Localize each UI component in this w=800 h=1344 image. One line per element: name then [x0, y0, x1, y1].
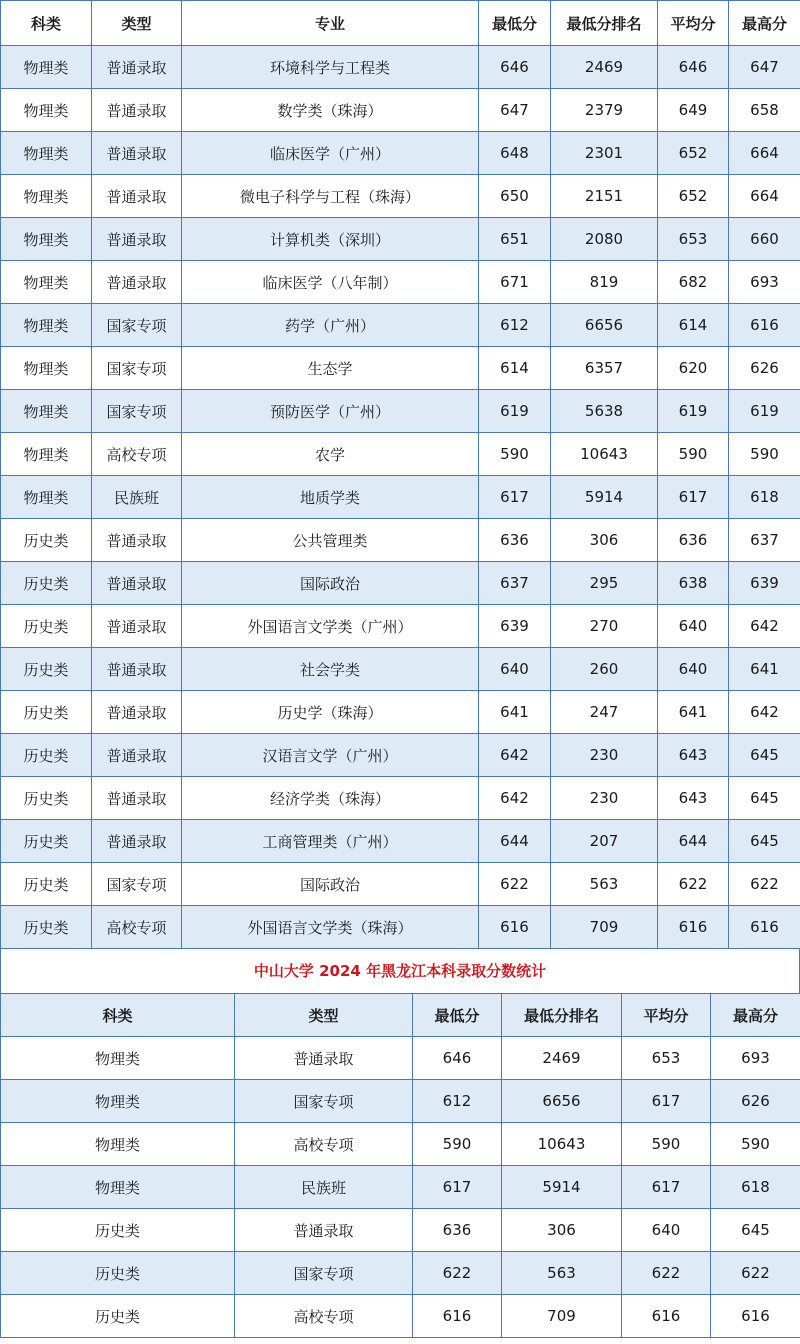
table-cell: 619	[729, 390, 800, 433]
table-cell: 306	[551, 519, 658, 562]
table-cell: 普通录取	[92, 261, 182, 304]
column-header: 平均分	[622, 994, 711, 1037]
table-cell: 历史类	[1, 1209, 235, 1252]
table-cell: 622	[658, 863, 729, 906]
table-row	[1, 1252, 800, 1295]
table-row	[1, 562, 800, 605]
table-cell: 2080	[551, 218, 658, 261]
table-cell: 数学类（珠海）	[182, 89, 479, 132]
table-cell: 590	[413, 1123, 502, 1166]
table-cell: 563	[551, 863, 658, 906]
table-row	[1, 1166, 800, 1209]
table-row	[1, 777, 800, 820]
table-cell: 618	[711, 1166, 800, 1209]
table-cell: 636	[413, 1209, 502, 1252]
table-cell: 638	[658, 562, 729, 605]
table-cell: 公共管理类	[182, 519, 479, 562]
table-row	[1, 347, 800, 390]
table-cell: 709	[502, 1295, 622, 1338]
table-cell: 645	[729, 777, 800, 820]
table-cell: 247	[551, 691, 658, 734]
table-cell: 历史类	[1, 691, 92, 734]
table-cell: 636	[479, 519, 551, 562]
table-cell: 642	[479, 734, 551, 777]
table-cell: 590	[622, 1123, 711, 1166]
table-row	[1, 433, 800, 476]
table-cell: 国际政治	[182, 562, 479, 605]
table-cell: 预防医学（广州）	[182, 390, 479, 433]
table-cell: 612	[479, 304, 551, 347]
table-row	[1, 519, 800, 562]
table-cell: 6656	[551, 304, 658, 347]
table-cell: 616	[622, 1295, 711, 1338]
table-cell: 普通录取	[92, 89, 182, 132]
table-cell: 地质学类	[182, 476, 479, 519]
table-cell: 620	[658, 347, 729, 390]
table-cell: 590	[711, 1123, 800, 1166]
table-cell: 普通录取	[235, 1209, 413, 1252]
table-cell: 5914	[551, 476, 658, 519]
table-cell: 616	[729, 304, 800, 347]
table-cell: 646	[658, 46, 729, 89]
table-cell: 物理类	[1, 1080, 235, 1123]
table-cell: 普通录取	[92, 734, 182, 777]
table-cell: 社会学类	[182, 648, 479, 691]
table-cell: 230	[551, 777, 658, 820]
column-header: 最低分排名	[551, 1, 658, 46]
table-cell: 普通录取	[92, 218, 182, 261]
table-cell: 640	[658, 605, 729, 648]
table-cell: 国家专项	[235, 1252, 413, 1295]
table-cell: 646	[479, 46, 551, 89]
table-cell: 612	[413, 1080, 502, 1123]
table-cell: 693	[729, 261, 800, 304]
table-cell: 645	[729, 734, 800, 777]
table-cell: 652	[658, 175, 729, 218]
table-cell: 高校专项	[235, 1123, 413, 1166]
table-row	[1, 175, 800, 218]
table-cell: 国际政治	[182, 863, 479, 906]
table-cell: 历史类	[1, 1252, 235, 1295]
table-cell: 626	[729, 347, 800, 390]
table-cell: 2151	[551, 175, 658, 218]
table-cell: 636	[658, 519, 729, 562]
table-cell: 普通录取	[92, 46, 182, 89]
table-row	[1, 648, 800, 691]
table-cell: 2469	[551, 46, 658, 89]
table-cell: 历史类	[1, 777, 92, 820]
column-header: 科类	[1, 994, 235, 1037]
table-cell: 2469	[502, 1037, 622, 1080]
table-cell: 645	[729, 820, 800, 863]
table-cell: 622	[729, 863, 800, 906]
table-cell: 物理类	[1, 46, 92, 89]
table-cell: 614	[658, 304, 729, 347]
table-row	[1, 1080, 800, 1123]
table-cell: 639	[479, 605, 551, 648]
table-cell: 药学（广州）	[182, 304, 479, 347]
table-cell: 2379	[551, 89, 658, 132]
summary-title: 中山大学 2024 年黑龙江本科录取分数统计	[0, 949, 800, 993]
table-cell: 物理类	[1, 390, 92, 433]
table-cell: 295	[551, 562, 658, 605]
table-cell: 物理类	[1, 433, 92, 476]
table-cell: 645	[711, 1209, 800, 1252]
table-cell: 历史类	[1, 734, 92, 777]
table-cell: 历史类	[1, 562, 92, 605]
table-cell: 国家专项	[92, 863, 182, 906]
table-cell: 653	[658, 218, 729, 261]
table-cell: 616	[711, 1295, 800, 1338]
table-cell: 270	[551, 605, 658, 648]
summary-scores-body	[1, 1037, 800, 1338]
table-cell: 历史类	[1, 648, 92, 691]
table-cell: 历史类	[1, 906, 92, 949]
table-cell: 207	[551, 820, 658, 863]
table-cell: 616	[413, 1295, 502, 1338]
table-row	[1, 132, 800, 175]
table-cell: 高校专项	[92, 433, 182, 476]
table-cell: 外国语言文学类（珠海）	[182, 906, 479, 949]
table-cell: 普通录取	[235, 1037, 413, 1080]
table-cell: 物理类	[1, 476, 92, 519]
table-cell: 641	[658, 691, 729, 734]
column-header: 最低分	[479, 1, 551, 46]
table-cell: 641	[479, 691, 551, 734]
table-cell: 614	[479, 347, 551, 390]
table-cell: 汉语言文学（广州）	[182, 734, 479, 777]
table-cell: 历史学（珠海）	[182, 691, 479, 734]
table-row	[1, 605, 800, 648]
table-cell: 639	[729, 562, 800, 605]
column-header: 最高分	[729, 1, 800, 46]
table-cell: 10643	[502, 1123, 622, 1166]
summary-scores-table	[0, 993, 800, 1338]
table-cell: 643	[658, 734, 729, 777]
table-row	[1, 734, 800, 777]
table-cell: 历史类	[1, 519, 92, 562]
table-cell: 外国语言文学类（广州）	[182, 605, 479, 648]
table-cell: 普通录取	[92, 820, 182, 863]
table-cell: 617	[658, 476, 729, 519]
table-row	[1, 1037, 800, 1080]
table-cell: 普通录取	[92, 605, 182, 648]
table-cell: 5914	[502, 1166, 622, 1209]
table-cell: 617	[622, 1080, 711, 1123]
table-cell: 民族班	[92, 476, 182, 519]
table-cell: 671	[479, 261, 551, 304]
table-cell: 693	[711, 1037, 800, 1080]
table-cell: 819	[551, 261, 658, 304]
table-cell: 650	[479, 175, 551, 218]
table-cell: 普通录取	[92, 777, 182, 820]
table-cell: 590	[479, 433, 551, 476]
table-cell: 230	[551, 734, 658, 777]
table-cell: 590	[729, 433, 800, 476]
table-cell: 微电子科学与工程（珠海）	[182, 175, 479, 218]
table-cell: 国家专项	[92, 347, 182, 390]
table-row	[1, 691, 800, 734]
column-header: 类型	[235, 994, 413, 1037]
table-cell: 653	[622, 1037, 711, 1080]
table-cell: 616	[658, 906, 729, 949]
table-cell: 644	[658, 820, 729, 863]
table-row	[1, 1123, 800, 1166]
table-cell: 642	[479, 777, 551, 820]
table-cell: 649	[658, 89, 729, 132]
table-row	[1, 1295, 800, 1338]
column-header: 最高分	[711, 994, 800, 1037]
table-row	[1, 304, 800, 347]
table-cell: 物理类	[1, 1123, 235, 1166]
table-cell: 物理类	[1, 347, 92, 390]
table-cell: 物理类	[1, 175, 92, 218]
table-cell: 642	[729, 691, 800, 734]
table-cell: 622	[622, 1252, 711, 1295]
table-cell: 国家专项	[235, 1080, 413, 1123]
column-header: 科类	[1, 1, 92, 46]
table-cell: 历史类	[1, 820, 92, 863]
table-cell: 306	[502, 1209, 622, 1252]
table-cell: 10643	[551, 433, 658, 476]
table-cell: 历史类	[1, 605, 92, 648]
table-cell: 物理类	[1, 1037, 235, 1080]
table-cell: 普通录取	[92, 519, 182, 562]
table-cell: 664	[729, 175, 800, 218]
table-cell: 658	[729, 89, 800, 132]
table-cell: 物理类	[1, 89, 92, 132]
table-cell: 664	[729, 132, 800, 175]
table-row	[1, 261, 800, 304]
header-row	[1, 1, 800, 46]
table-cell: 历史类	[1, 863, 92, 906]
column-header: 最低分	[413, 994, 502, 1037]
table-cell: 619	[658, 390, 729, 433]
table-cell: 637	[479, 562, 551, 605]
table-cell: 622	[711, 1252, 800, 1295]
table-cell: 260	[551, 648, 658, 691]
table-cell: 622	[479, 863, 551, 906]
table-cell: 农学	[182, 433, 479, 476]
table-cell: 高校专项	[235, 1295, 413, 1338]
table-cell: 637	[729, 519, 800, 562]
table-cell: 临床医学（八年制）	[182, 261, 479, 304]
table-cell: 物理类	[1, 304, 92, 347]
table-cell: 普通录取	[92, 691, 182, 734]
table-row	[1, 390, 800, 433]
table-cell: 642	[729, 605, 800, 648]
table-row	[1, 46, 800, 89]
column-header: 专业	[182, 1, 479, 46]
table-row	[1, 1209, 800, 1252]
table-cell: 历史类	[1, 1295, 235, 1338]
table-cell: 647	[729, 46, 800, 89]
major-scores-header	[1, 1, 800, 46]
column-header: 最低分排名	[502, 994, 622, 1037]
table-cell: 616	[729, 906, 800, 949]
table-cell: 普通录取	[92, 648, 182, 691]
table-cell: 682	[658, 261, 729, 304]
table-cell: 590	[658, 433, 729, 476]
table-row	[1, 89, 800, 132]
table-row	[1, 906, 800, 949]
table-cell: 647	[479, 89, 551, 132]
table-cell: 2301	[551, 132, 658, 175]
table-cell: 物理类	[1, 132, 92, 175]
table-cell: 619	[479, 390, 551, 433]
table-cell: 616	[479, 906, 551, 949]
header-row	[1, 994, 800, 1037]
table-row	[1, 476, 800, 519]
table-cell: 经济学类（珠海）	[182, 777, 479, 820]
table-cell: 617	[413, 1166, 502, 1209]
table-cell: 普通录取	[92, 562, 182, 605]
table-cell: 651	[479, 218, 551, 261]
table-cell: 660	[729, 218, 800, 261]
table-cell: 617	[622, 1166, 711, 1209]
table-row	[1, 863, 800, 906]
table-cell: 工商管理类（广州）	[182, 820, 479, 863]
table-cell: 普通录取	[92, 175, 182, 218]
table-row	[1, 218, 800, 261]
table-cell: 618	[729, 476, 800, 519]
table-cell: 617	[479, 476, 551, 519]
table-cell: 环境科学与工程类	[182, 46, 479, 89]
table-cell: 物理类	[1, 1166, 235, 1209]
column-header: 平均分	[658, 1, 729, 46]
table-cell: 640	[658, 648, 729, 691]
table-cell: 6357	[551, 347, 658, 390]
table-cell: 物理类	[1, 218, 92, 261]
table-cell: 民族班	[235, 1166, 413, 1209]
table-cell: 652	[658, 132, 729, 175]
table-cell: 高校专项	[92, 906, 182, 949]
column-header: 类型	[92, 1, 182, 46]
table-cell: 641	[729, 648, 800, 691]
table-cell: 563	[502, 1252, 622, 1295]
table-cell: 648	[479, 132, 551, 175]
table-cell: 国家专项	[92, 304, 182, 347]
table-cell: 普通录取	[92, 132, 182, 175]
table-cell: 5638	[551, 390, 658, 433]
table-cell: 626	[711, 1080, 800, 1123]
table-cell: 640	[479, 648, 551, 691]
table-cell: 640	[622, 1209, 711, 1252]
table-cell: 计算机类（深圳）	[182, 218, 479, 261]
table-cell: 国家专项	[92, 390, 182, 433]
table-cell: 644	[479, 820, 551, 863]
table-cell: 临床医学（广州）	[182, 132, 479, 175]
summary-scores-header	[1, 994, 800, 1037]
table-cell: 622	[413, 1252, 502, 1295]
table-cell: 生态学	[182, 347, 479, 390]
table-row	[1, 820, 800, 863]
table-cell: 6656	[502, 1080, 622, 1123]
table-cell: 709	[551, 906, 658, 949]
table-cell: 物理类	[1, 261, 92, 304]
table-cell: 646	[413, 1037, 502, 1080]
major-scores-body	[1, 46, 800, 949]
table-cell: 643	[658, 777, 729, 820]
